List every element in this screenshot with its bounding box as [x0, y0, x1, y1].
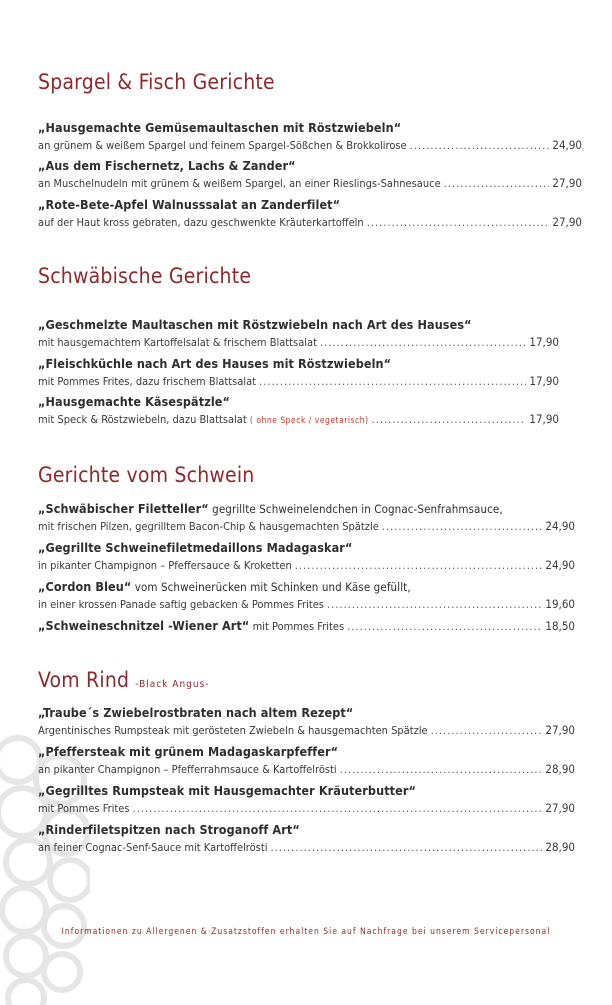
menu-item [38, 393, 559, 430]
item-description: mit Pommes Frites [38, 802, 130, 815]
menu-item [38, 119, 582, 154]
item-description [38, 617, 344, 636]
item-title: „Hausgemachte Käsespätzle“ [38, 394, 231, 409]
menu-item [38, 617, 575, 636]
item-price: 28,90 [545, 762, 575, 776]
dot-leader [295, 557, 543, 574]
allergen-notice: Informationen zu Allergenen & Zusatzstoffen erhalten Sie auf Nachfrage bei unserem Servicepersonal [61, 927, 551, 937]
item-title: „Rote-Bete-Apfel Walnusssalat an Zanderfilet“ [38, 197, 341, 212]
section-title-spargel-fisch: Spargel & Fisch Gerichte [38, 70, 275, 94]
dot-leader [340, 761, 543, 778]
item-description: mit frischen Pilzen, gegrilltem Bacon-Chip & hausgemachten Spätzle [38, 520, 379, 533]
item-price: 24,90 [552, 138, 582, 152]
item-line [38, 373, 559, 390]
vegetarian-note: ( ohne Speck / vegetarisch) [249, 416, 369, 426]
section-subtitle: -Black Angus- [135, 679, 210, 690]
item-price: 17,90 [529, 374, 559, 388]
section-title-text: Vom Rind [38, 668, 130, 692]
item-title: „Aus dem Fischernetz, Lachs & Zander“ [38, 158, 296, 173]
item-title: „Gegrilltes Rumpsteak mit Hausgemachter Kräuterbutter“ [38, 783, 417, 798]
item-title: „Geschmelzte Maultaschen mit Röstzwiebeln nach Art des Hauses“ [38, 317, 472, 332]
item-description: an feiner Cognac-Senf-Sauce mit Kartoffelrösti [38, 841, 268, 854]
item-price: 27,90 [545, 723, 575, 737]
item-description [38, 411, 369, 430]
item-title: „Pfeffersteak mit grünem Madagaskarpfeffer“ [38, 744, 339, 759]
item-description: mit hausgemachtem Kartoffelsalat & frischem Blattsalat [38, 336, 317, 349]
item-title: „Fleischküchle nach Art des Hauses mit Röstzwiebeln“ [38, 356, 392, 371]
dot-leader [347, 618, 542, 636]
dot-leader [410, 137, 550, 154]
item-title: „Schweineschnitzel -Wiener Art“ [38, 618, 250, 633]
dot-leader [382, 518, 543, 535]
item-line [38, 722, 575, 739]
item-description: in pikanter Champignon – Pfeffersauce & Kroketten [38, 559, 292, 572]
item-price: 19,60 [545, 597, 575, 611]
menu-item [38, 500, 575, 535]
item-title [38, 578, 575, 596]
item-title-text: „Cordon Bleu“ [38, 579, 132, 594]
item-description-text: mit Pommes Frites [252, 620, 345, 633]
section-title-rind [38, 668, 210, 692]
item-title-extra: gegrillte Schweinelendchen in Cognac-Senfrahmsauce, [208, 502, 503, 516]
item-price: 18,50 [545, 619, 575, 633]
item-description: mit Pommes Frites, dazu frischem Blattsalat [38, 375, 257, 388]
item-price: 27,90 [545, 801, 575, 815]
menu-item [38, 821, 575, 856]
dot-leader [431, 722, 543, 739]
item-title-text: „Schwäbischer Filetteller“ [38, 501, 209, 516]
menu-item [38, 704, 575, 739]
section-title-schwaebische: Schwäbische Gerichte [38, 264, 252, 288]
menu-item [38, 539, 575, 574]
item-description: Argentinisches Rumpsteak mit gerösteten Zwiebeln & hausgemachten Spätzle [38, 724, 428, 737]
item-title-extra: vom Schweinerücken mit Schinken und Käse gefüllt, [131, 580, 411, 594]
item-title: „Rinderfiletspitzen nach Stroganoff Art“ [38, 822, 300, 837]
item-line [38, 596, 575, 613]
dot-leader [327, 596, 542, 613]
menu-item [38, 355, 559, 390]
menu-item [38, 196, 582, 231]
item-description: in einer krossen Panade saftig gebacken & Pommes Frites [38, 598, 324, 611]
item-title: „Hausgemachte Gemüsemaultaschen mit Röstzwiebeln“ [38, 120, 402, 135]
item-price: 24,90 [545, 558, 575, 572]
item-title: „Traube´s Zwiebelrostbraten nach altem Rezept“ [38, 705, 354, 720]
item-price: 27,90 [552, 176, 582, 190]
item-line [38, 214, 582, 231]
menu-item [38, 316, 559, 351]
item-line [38, 334, 559, 351]
section-title-schwein: Gerichte vom Schwein [38, 463, 255, 487]
dot-leader [259, 373, 526, 390]
dot-leader [270, 839, 542, 856]
item-description-text: mit Speck & Röstzwiebeln, dazu Blattsalat [38, 413, 250, 426]
item-line [38, 175, 582, 192]
item-description: auf der Haut kross gebraten, dazu geschwenkte Kräuterkartoffeln [38, 216, 364, 229]
item-price: 28,90 [545, 840, 575, 854]
dot-leader [372, 411, 527, 428]
item-line [38, 800, 575, 817]
item-price: 24,90 [545, 519, 575, 533]
item-line [38, 839, 575, 856]
item-title [38, 500, 575, 518]
menu-item [38, 743, 575, 778]
dot-leader [133, 800, 543, 817]
item-title: „Gegrillte Schweinefiletmedaillons Madagaskar“ [38, 540, 353, 555]
item-description: an grünem & weißem Spargel und feinem Spargel-Sößchen & Brokkolirose [38, 139, 407, 152]
dot-leader [367, 214, 550, 231]
item-price: 27,90 [552, 215, 582, 229]
menu-item [38, 157, 582, 192]
item-price: 17,90 [529, 412, 559, 426]
dot-leader [320, 334, 526, 351]
item-line [38, 617, 575, 636]
item-line [38, 137, 582, 154]
item-line [38, 411, 559, 430]
dot-leader [444, 175, 550, 192]
menu-item [38, 782, 575, 817]
item-description: an Muschelnudeln mit grünem & weißem Spargel, an einer Rieslings-Sahnesauce [38, 177, 441, 190]
item-price: 17,90 [529, 335, 559, 349]
item-description: an pikanter Champignon – Pfefferrahmsauce & Kartoffelrösti [38, 763, 337, 776]
menu-item [38, 578, 575, 613]
item-line [38, 761, 575, 778]
item-line [38, 557, 575, 574]
item-line [38, 518, 575, 535]
